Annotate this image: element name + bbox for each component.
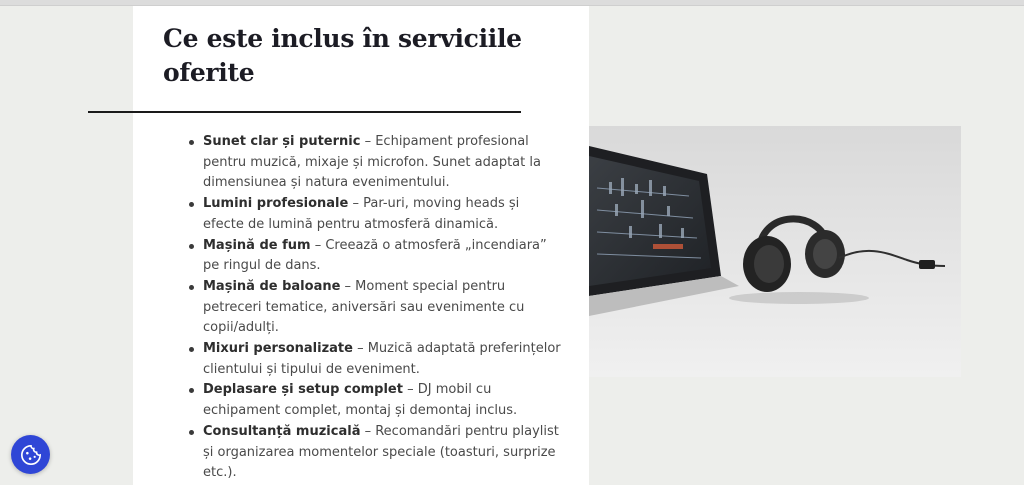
- section-heading: Ce este inclus în serviciile oferite: [163, 24, 522, 87]
- service-description: – Moment special pentru petreceri tematice, aniversări sau evenimente cu copii/adulți.: [203, 278, 525, 336]
- cookie-icon: [20, 444, 42, 466]
- list-item: [186, 132, 564, 194]
- services-list: [186, 132, 564, 484]
- list-item: [186, 194, 564, 235]
- laptop-headphones-photo: [589, 126, 961, 377]
- service-description: – Par-uri, moving heads și efecte de lumină pentru atmosferă dinamică.: [203, 196, 520, 232]
- service-description: – DJ mobil cu echipament complet, montaj și demontaj inclus.: [203, 382, 518, 419]
- list-item: [186, 277, 564, 339]
- service-title: Mașină de fum: [203, 237, 311, 253]
- list-item: [186, 380, 564, 421]
- cookie-settings-button[interactable]: [11, 435, 50, 474]
- service-title: Lumini profesionale: [203, 196, 349, 212]
- list-item: [186, 339, 564, 380]
- list-item: [186, 422, 564, 484]
- service-title: Deplasare și setup complet: [203, 382, 403, 398]
- service-title: Mașină de baloane: [203, 278, 341, 294]
- service-description: – Muzică adaptată preferințelor clientului și tipului de eveniment.: [203, 341, 561, 377]
- service-description: – Recomandări pentru playlist și organizarea momentelor speciale (toasturi, surprize etc.).: [203, 423, 559, 481]
- service-description: – Echipament profesional pentru muzică, mixaje și microfon. Sunet adaptat la dimensiunea și natura evenimentului.: [203, 134, 541, 191]
- list-item: [186, 236, 564, 277]
- service-title: Mixuri personalizate: [203, 341, 353, 357]
- service-title: Consultanță muzicală: [203, 423, 361, 439]
- service-description: – Creează o atmosferă „incendiara” pe ringul de dans.: [203, 237, 547, 274]
- service-title: Sunet clar și puternic: [203, 134, 361, 149]
- laptop-headphones-illustration: [589, 126, 961, 377]
- heading-divider: [88, 111, 521, 113]
